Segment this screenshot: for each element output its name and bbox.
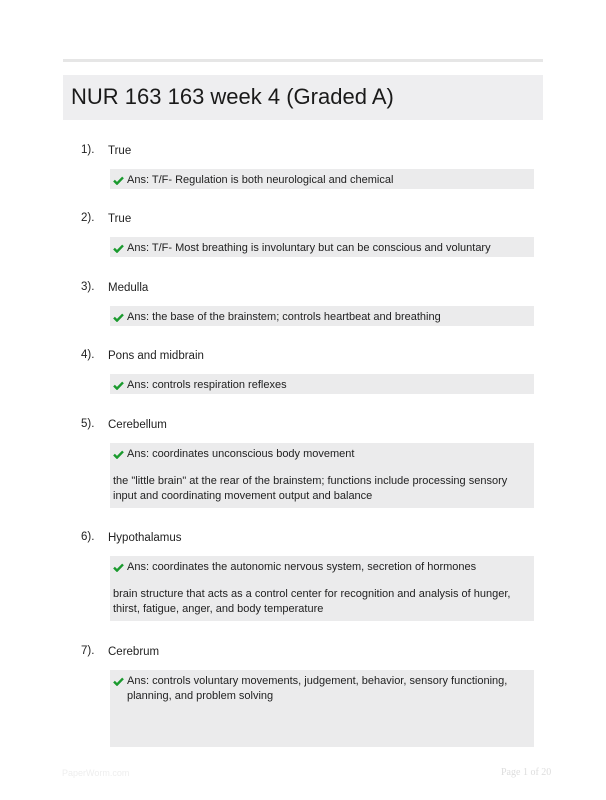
question-number: 7). [81,645,95,657]
answer-box [110,443,534,508]
checkmark-icon [113,310,125,325]
question-number: 2). [81,212,95,224]
answer-box [110,169,534,189]
checkmark-icon [113,173,125,188]
answer-explanation: the "little brain" at the rear of the brainstem; functions include processing sensory input and coordinating movement output and balance [113,475,508,502]
question-term: True [108,145,132,157]
question-term: Cerebrum [108,646,160,658]
checkmark-icon [113,378,125,393]
answer-text: Ans: T/F- Regulation is both neurological and chemical [127,174,394,186]
answer-text: Ans: coordinates the autonomic nervous system, secretion of hormones [127,561,477,573]
checkmark-icon [113,560,125,575]
page-indicator: Page 1 of 20 [501,767,552,778]
answer-box [110,237,534,257]
document-title: NUR 163 163 week 4 (Graded A) [71,84,394,109]
question-term: Pons and midbrain [108,350,204,362]
answer-box [110,306,534,326]
footer-watermark: PaperWorm.com [62,768,130,778]
checkmark-icon [113,241,125,256]
answer-text: Ans: coordinates unconscious body movement [127,448,355,460]
question-number: 6). [81,531,95,543]
question-number: 4). [81,349,95,361]
question-term: Hypothalamus [108,532,182,544]
answer-box [110,374,534,394]
question-term: Cerebellum [108,419,167,431]
answer-box [110,556,534,621]
answer-text: Ans: the base of the brainstem; controls heartbeat and breathing [127,311,441,323]
answer-explanation: brain structure that acts as a control center for recognition and analysis of hunger, thirst, fatigue, anger, and body temperature [113,588,511,615]
question-number: 3). [81,281,95,293]
question-term: True [108,213,132,225]
question-term: Medulla [108,282,149,294]
checkmark-icon [113,447,125,462]
answer-box [110,670,534,747]
title-band [63,75,543,120]
answer-text: Ans: controls respiration reflexes [127,379,287,391]
checkmark-icon [113,674,125,689]
top-divider [63,59,543,62]
question-number: 5). [81,418,95,430]
question-number: 1). [81,144,95,156]
answer-text: Ans: T/F- Most breathing is involuntary but can be conscious and voluntary [127,242,491,254]
answer-text: Ans: controls voluntary movements, judgement, behavior, sensory functioning, planning, and problem solving [127,675,508,702]
